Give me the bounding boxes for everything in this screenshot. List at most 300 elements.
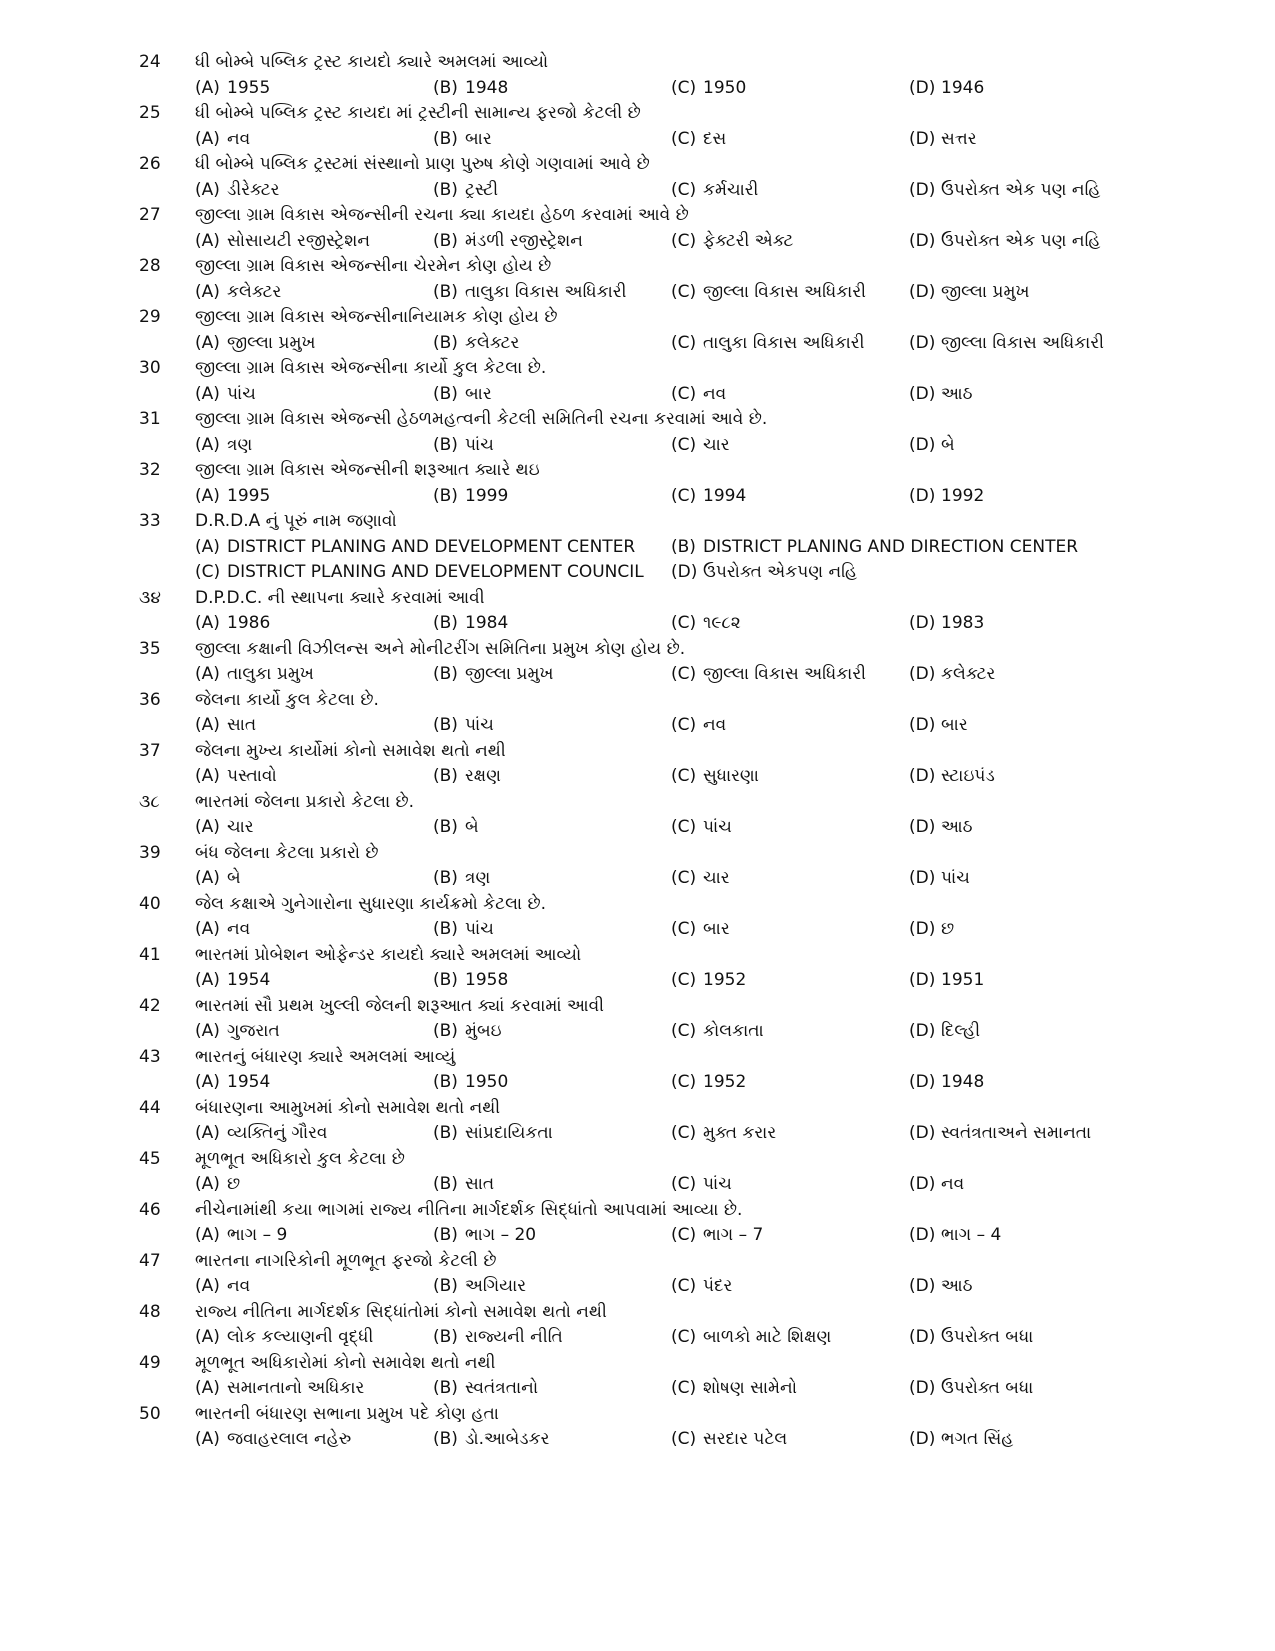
option-label: (D) xyxy=(909,664,936,684)
options-row xyxy=(139,1172,1219,1198)
option-text: જીલ્લા પ્રમુખ xyxy=(227,332,316,353)
question-item xyxy=(139,892,1219,943)
option-text: પસ્તાવો xyxy=(227,766,277,786)
answer-option xyxy=(909,1427,1147,1453)
option-text: કલેક્ટર xyxy=(227,281,282,302)
answer-option xyxy=(671,662,909,688)
answer-option xyxy=(909,1070,1147,1096)
options-row xyxy=(139,433,1219,459)
question-text: જીલ્લા ગ્રામ વિકાસ એજન્સીનાનિયામક કોણ હોય છે xyxy=(195,307,558,327)
option-text: સ્ટાઇપંડ xyxy=(941,766,995,786)
option-label: (A) xyxy=(195,485,220,506)
option-label: (A) xyxy=(195,1378,220,1398)
option-label: (B) xyxy=(433,817,458,837)
option-label: (B) xyxy=(433,485,458,506)
question-text: જેલ કક્ષાએ ગુનેગારોના સુધારણા કાર્યક્રમો કેટલા છે. xyxy=(195,893,547,914)
question-text: જીલ્લા કક્ષાની વિઝીલન્સ અને મોનીટરીંગ સમિતિના પ્રમુખ કોણ હોય છે. xyxy=(195,638,686,659)
option-text: સમાનતાનો અધિકાર xyxy=(227,1378,365,1398)
answer-option xyxy=(909,713,1147,739)
options-row xyxy=(139,1019,1219,1045)
answer-option xyxy=(433,764,671,790)
question-item xyxy=(139,458,1219,509)
question-line xyxy=(139,892,1219,918)
options-row xyxy=(139,382,1219,408)
option-label: (C) xyxy=(671,817,697,837)
option-text: ત્રણ xyxy=(465,868,491,888)
answer-option xyxy=(195,815,433,841)
option-label: (C) xyxy=(671,1072,697,1092)
option-text: પાંચ xyxy=(465,434,494,455)
question-item xyxy=(139,101,1219,152)
question-number: 42 xyxy=(139,995,161,1016)
option-text: તાલુકા વિકાસ અધિકારી xyxy=(465,281,627,302)
option-text: કર્મચારી xyxy=(703,179,759,200)
answer-option xyxy=(909,917,1147,943)
option-label: (A) xyxy=(195,664,220,684)
options-row xyxy=(139,1325,1219,1351)
option-text: અગિયાર xyxy=(465,1276,527,1296)
answer-option xyxy=(671,560,1147,586)
question-item xyxy=(139,407,1219,458)
answer-option xyxy=(909,1325,1147,1351)
answer-option xyxy=(433,1223,671,1249)
option-text: બાર xyxy=(703,919,730,939)
option-text: બાળકો માટે શિક્ષણ xyxy=(703,1327,832,1347)
option-text: ભાગ – 7 xyxy=(703,1225,764,1245)
question-number: 43 xyxy=(139,1046,161,1067)
answer-option xyxy=(909,76,1147,102)
option-label: (A) xyxy=(195,1174,220,1194)
answer-option xyxy=(433,662,671,688)
option-label: (C) xyxy=(671,868,697,888)
option-text: મુક્ત કરાર xyxy=(703,1123,777,1143)
question-number: 45 xyxy=(139,1148,161,1169)
question-number: 35 xyxy=(139,638,161,659)
options-row xyxy=(139,713,1219,739)
option-label: (D) xyxy=(909,868,936,888)
options-row xyxy=(139,280,1219,306)
option-text: ઉપરોક્ત એકપણ નહિ xyxy=(703,562,858,582)
option-text: પાંચ xyxy=(465,919,494,939)
option-text: કલેક્ટર xyxy=(465,332,520,353)
option-label: (A) xyxy=(195,1123,220,1143)
question-text: ભારતનું બંધારણ ક્યારે અમલમાં આવ્યું xyxy=(195,1046,456,1067)
option-label: (D) xyxy=(909,1174,936,1194)
option-text: 1948 xyxy=(465,77,509,98)
question-line xyxy=(139,1198,1219,1224)
option-text: સુધારણા xyxy=(703,766,759,786)
option-label: (C) xyxy=(671,1429,697,1449)
option-text: દસ xyxy=(703,128,727,149)
option-label: (D) xyxy=(909,1072,936,1092)
option-text: આઠ xyxy=(941,1276,973,1296)
option-label: (D) xyxy=(909,1429,936,1449)
answer-option xyxy=(909,433,1147,459)
answer-option xyxy=(909,178,1147,204)
option-text: 1992 xyxy=(941,485,985,506)
answer-option xyxy=(671,76,909,102)
answer-option xyxy=(433,1274,671,1300)
option-text: ૧૯૮૨ xyxy=(703,613,741,633)
question-item xyxy=(139,994,1219,1045)
option-text: 1952 xyxy=(703,970,747,990)
answer-option xyxy=(433,331,671,357)
question-text: બંધ જેલના કેટલા પ્રકારો છે xyxy=(195,842,379,863)
option-label: (C) xyxy=(671,332,697,353)
option-text: 1951 xyxy=(941,970,985,990)
question-text: D.P.D.C. ની સ્થાપના ક્યારે કરવામાં આવી xyxy=(195,587,485,608)
option-text: નવ xyxy=(227,128,251,149)
answer-option xyxy=(671,382,909,408)
answer-option xyxy=(195,178,433,204)
option-label: (A) xyxy=(195,332,220,353)
answer-option xyxy=(671,917,909,943)
question-item xyxy=(139,841,1219,892)
option-text: જીલ્લા પ્રમુખ xyxy=(465,664,554,684)
answer-option xyxy=(671,1019,909,1045)
option-label: (B) xyxy=(433,179,458,200)
answer-option xyxy=(671,1070,909,1096)
option-label: (C) xyxy=(671,485,697,506)
question-number: 44 xyxy=(139,1097,161,1118)
question-line xyxy=(139,586,1219,612)
option-label: (D) xyxy=(909,613,936,633)
option-text: રક્ષણ xyxy=(465,766,501,786)
option-label: (C) xyxy=(671,970,697,990)
question-item xyxy=(139,254,1219,305)
question-item xyxy=(139,739,1219,790)
option-label: (C) xyxy=(671,919,697,939)
option-label: (B) xyxy=(433,281,458,302)
question-text: ભારતમાં સૌ પ્રથમ ખુલ્લી જેલની શરૂઆત ક્યાં કરવામાં આવી xyxy=(195,995,605,1016)
question-item xyxy=(139,688,1219,739)
question-text: નીચેનામાંથી કયા ભાગમાં રાજ્ય નીતિના માર્ગદર્શક સિદ્ધાંતો આપવામાં આવ્યા છે. xyxy=(195,1199,743,1220)
option-text: ગુજરાત xyxy=(227,1021,280,1041)
option-label: (D) xyxy=(909,332,936,353)
option-label: (D) xyxy=(909,383,936,404)
question-number: 30 xyxy=(139,358,161,378)
question-number: 26 xyxy=(139,154,161,174)
question-line xyxy=(139,943,1219,969)
option-text: લોક કલ્યાણની વૃદ્ધી xyxy=(227,1327,374,1347)
answer-option xyxy=(671,968,909,994)
answer-option xyxy=(909,1274,1147,1300)
answer-option xyxy=(195,611,433,637)
option-label: (C) xyxy=(671,383,697,404)
option-text: રાજ્યની નીતિ xyxy=(465,1327,563,1347)
options-row xyxy=(139,331,1219,357)
option-label: (C) xyxy=(671,664,697,684)
answer-option xyxy=(195,1325,433,1351)
question-item xyxy=(139,790,1219,841)
option-label: (A) xyxy=(195,536,220,557)
answer-option xyxy=(433,76,671,102)
option-label: (B) xyxy=(433,613,458,633)
option-label: (C) xyxy=(671,715,697,735)
option-label: (D) xyxy=(909,434,936,455)
option-label: (B) xyxy=(433,1225,458,1245)
answer-option xyxy=(195,1019,433,1045)
option-text: પંદર xyxy=(703,1276,733,1296)
option-text: પાંચ xyxy=(941,868,970,888)
option-label: (B) xyxy=(433,970,458,990)
answer-option xyxy=(195,1121,433,1147)
option-label: (D) xyxy=(909,230,936,251)
option-text: ટ્રસ્ટી xyxy=(465,179,499,200)
option-label: (A) xyxy=(195,1276,220,1296)
question-text: ભારતના નાગરિકોની મૂળભૂત ફરજો કેટલી છે xyxy=(195,1250,497,1271)
option-label: (D) xyxy=(909,1225,936,1245)
answer-option xyxy=(671,764,909,790)
answer-option xyxy=(195,433,433,459)
question-item xyxy=(139,1300,1219,1351)
option-text: છ xyxy=(227,1174,241,1194)
option-label: (C) xyxy=(671,1021,697,1041)
option-label: (C) xyxy=(671,1378,697,1398)
question-number: 31 xyxy=(139,409,161,429)
question-line xyxy=(139,50,1219,76)
option-text: દિલ્હી xyxy=(941,1021,981,1041)
option-text: તાલુકા પ્રમુખ xyxy=(227,664,314,684)
answer-option xyxy=(671,1121,909,1147)
option-text: ત્રણ xyxy=(227,434,253,455)
option-label: (A) xyxy=(195,128,220,149)
option-label: (C) xyxy=(671,1276,697,1296)
answer-option xyxy=(433,433,671,459)
option-text: સત્તર xyxy=(941,128,977,149)
option-label: (D) xyxy=(671,562,698,582)
option-label: (D) xyxy=(909,1123,936,1143)
option-label: (D) xyxy=(909,128,936,149)
question-text: ભારતની બંધારણ સભાના પ્રમુખ પદે કોણ હતા xyxy=(195,1403,499,1424)
option-text: ચાર xyxy=(703,434,730,455)
option-text: 1950 xyxy=(703,77,747,98)
question-line xyxy=(139,458,1219,484)
options-row xyxy=(139,1376,1219,1402)
question-text: જીલ્લા ગ્રામ વિકાસ એજન્સીની રચના ક્યા કાયદા હેઠળ કરવામાં આવે છે xyxy=(195,205,689,225)
answer-option xyxy=(671,866,909,892)
answer-option xyxy=(909,1223,1147,1249)
option-text: ડો.આબેડકર xyxy=(465,1429,550,1449)
answer-option xyxy=(671,815,909,841)
question-item xyxy=(139,1351,1219,1402)
option-text: બે xyxy=(227,868,241,888)
question-item xyxy=(139,1249,1219,1300)
answer-option xyxy=(671,178,909,204)
answer-option xyxy=(433,866,671,892)
option-text: DISTRICT PLANING AND DEVELOPMENT COUNCIL xyxy=(227,562,644,582)
question-number: 32 xyxy=(139,460,161,480)
answer-option xyxy=(909,382,1147,408)
option-text: સાંપ્રદાયિકતા xyxy=(465,1123,553,1143)
option-text: આઠ xyxy=(941,383,973,404)
options-row xyxy=(139,611,1219,637)
option-text: પાંચ xyxy=(227,383,256,404)
question-line xyxy=(139,790,1219,816)
question-number: 41 xyxy=(139,944,161,965)
options-row xyxy=(139,535,1219,561)
option-text: 1994 xyxy=(703,485,747,506)
option-label: (A) xyxy=(195,868,220,888)
answer-option xyxy=(909,229,1147,255)
option-text: ભગત સિંહ xyxy=(941,1429,1014,1449)
question-text: D.R.D.A નું પૂરું નામ જણાવો xyxy=(195,511,397,531)
question-line xyxy=(139,841,1219,867)
question-text: ધી બોમ્બે પબ્લિક ટ્રસ્ટ કાયદા માં ટ્રસ્ટીની સામાન્ય ફરજો કેટલી છે xyxy=(195,103,641,123)
option-text: જવાહરલાલ નહેરુ xyxy=(227,1429,352,1449)
question-number: 37 xyxy=(139,740,161,761)
answer-option xyxy=(195,1070,433,1096)
question-line xyxy=(139,1147,1219,1173)
answer-option xyxy=(195,917,433,943)
answer-option xyxy=(671,433,909,459)
option-text: પાંચ xyxy=(703,817,732,837)
answer-option xyxy=(909,1019,1147,1045)
answer-option xyxy=(909,866,1147,892)
answer-option xyxy=(909,1121,1147,1147)
answer-option xyxy=(671,713,909,739)
question-line xyxy=(139,305,1219,331)
question-line xyxy=(139,1249,1219,1275)
option-text: મંડળી રજીસ્ટ્રેશન xyxy=(465,230,583,251)
question-number: 25 xyxy=(139,103,161,123)
option-label: (B) xyxy=(433,77,458,98)
answer-option xyxy=(433,917,671,943)
option-label: (D) xyxy=(909,1021,936,1041)
option-text: ઉપરોક્ત એક પણ નહિ xyxy=(941,179,1101,200)
answer-option xyxy=(433,611,671,637)
answer-option xyxy=(909,1376,1147,1402)
answer-option xyxy=(195,535,671,561)
option-text: સ્વતંત્રતાઅને સમાનતા xyxy=(941,1123,1092,1143)
option-text: 1954 xyxy=(227,970,271,990)
option-text: સ્વતંત્રતાનો xyxy=(465,1378,539,1398)
option-label: (B) xyxy=(433,1174,458,1194)
option-label: (B) xyxy=(433,1378,458,1398)
answer-option xyxy=(909,764,1147,790)
option-label: (A) xyxy=(195,383,220,404)
option-label: (D) xyxy=(909,485,936,506)
option-text: બાર xyxy=(465,383,492,404)
option-label: (C) xyxy=(671,230,697,251)
answer-option xyxy=(195,662,433,688)
answer-option xyxy=(195,127,433,153)
answer-option xyxy=(671,1376,909,1402)
option-text: ચાર xyxy=(227,817,254,837)
question-text: જીલ્લા ગ્રામ વિકાસ એજન્સીના કાર્યો કુલ કેટલા છે. xyxy=(195,358,547,378)
question-number: 33 xyxy=(139,511,161,531)
answer-option xyxy=(195,229,433,255)
answer-option xyxy=(909,484,1147,510)
options-row xyxy=(139,1274,1219,1300)
options-row xyxy=(139,1070,1219,1096)
options-row xyxy=(139,127,1219,153)
option-text: તાલુકા વિકાસ અધિકારી xyxy=(703,332,865,353)
question-number: 24 xyxy=(139,52,161,72)
answer-option xyxy=(909,1172,1147,1198)
option-label: (B) xyxy=(433,434,458,455)
option-label: (B) xyxy=(433,1072,458,1092)
options-row xyxy=(139,178,1219,204)
option-text: છ xyxy=(941,919,955,939)
question-number: 27 xyxy=(139,205,161,225)
question-text: જીલ્લા ગ્રામ વિકાસ એજન્સી હેઠળમહત્વની કેટલી સમિતિની રચના કરવામાં આવે છે. xyxy=(195,409,768,429)
question-line xyxy=(139,203,1219,229)
question-number: 36 xyxy=(139,689,161,710)
options-row xyxy=(139,484,1219,510)
option-text: બે xyxy=(941,434,955,455)
option-text: ઉપરોક્ત બધા xyxy=(941,1378,1034,1398)
option-label: (B) xyxy=(433,1276,458,1296)
option-label: (C) xyxy=(671,1123,697,1143)
question-item xyxy=(139,152,1219,203)
options-row xyxy=(139,76,1219,102)
option-label: (C) xyxy=(671,281,697,302)
option-label: (A) xyxy=(195,281,220,302)
answer-option xyxy=(671,484,909,510)
question-text: ધી બોમ્બે પબ્લિક ટ્રસ્ટ કાયદો ક્યારે અમલમાં આવ્યો xyxy=(195,52,549,72)
answer-option xyxy=(433,1070,671,1096)
answer-option xyxy=(671,1274,909,1300)
option-text: મુંબઇ xyxy=(465,1021,502,1041)
option-label: (A) xyxy=(195,1327,220,1347)
option-label: (A) xyxy=(195,1225,220,1245)
answer-option xyxy=(909,815,1147,841)
option-text: 1948 xyxy=(941,1072,985,1092)
option-label: (D) xyxy=(909,77,936,98)
options-row xyxy=(139,560,1219,586)
answer-option xyxy=(195,1172,433,1198)
option-text: ચાર xyxy=(703,868,730,888)
answer-option xyxy=(195,764,433,790)
option-text: કોલકાતા xyxy=(703,1021,764,1041)
answer-option xyxy=(671,280,909,306)
question-item xyxy=(139,1198,1219,1249)
question-line xyxy=(139,509,1219,535)
option-label: (B) xyxy=(433,715,458,735)
question-number: 46 xyxy=(139,1199,161,1220)
option-text: ઉપરોક્ત બધા xyxy=(941,1327,1034,1347)
option-label: (C) xyxy=(671,1225,697,1245)
option-text: જીલ્લા વિકાસ અધિકારી xyxy=(703,664,866,684)
option-text: નવ xyxy=(941,1174,965,1194)
question-list xyxy=(139,50,1219,1453)
option-text: નવ xyxy=(703,383,727,404)
option-text: બાર xyxy=(941,715,968,735)
option-text: 1946 xyxy=(941,77,985,98)
question-text: ધી બોમ્બે પબ્લિક ટ્રસ્ટમાં સંસ્થાનો પ્રાણ પુરુષ કોણે ગણવામાં આવે છે xyxy=(195,154,650,174)
option-text: 1958 xyxy=(465,970,509,990)
option-label: (C) xyxy=(195,562,221,582)
answer-option xyxy=(671,229,909,255)
option-label: (B) xyxy=(433,664,458,684)
options-row xyxy=(139,764,1219,790)
question-line xyxy=(139,637,1219,663)
answer-option xyxy=(195,76,433,102)
question-item xyxy=(139,1402,1219,1453)
answer-option xyxy=(433,968,671,994)
question-line xyxy=(139,1096,1219,1122)
question-text: જીલ્લા ગ્રામ વિકાસ એજન્સીની શરૂઆત ક્યારે થઇ xyxy=(195,460,540,480)
answer-option xyxy=(195,331,433,357)
options-row xyxy=(139,1223,1219,1249)
answer-option xyxy=(195,1223,433,1249)
question-text: મૂળભૂત અધિકારોમાં કોનો સમાવેશ થતો નથી xyxy=(195,1352,496,1373)
options-row xyxy=(139,968,1219,994)
option-label: (A) xyxy=(195,613,220,633)
option-text: સાત xyxy=(227,715,257,735)
option-label: (B) xyxy=(433,1429,458,1449)
